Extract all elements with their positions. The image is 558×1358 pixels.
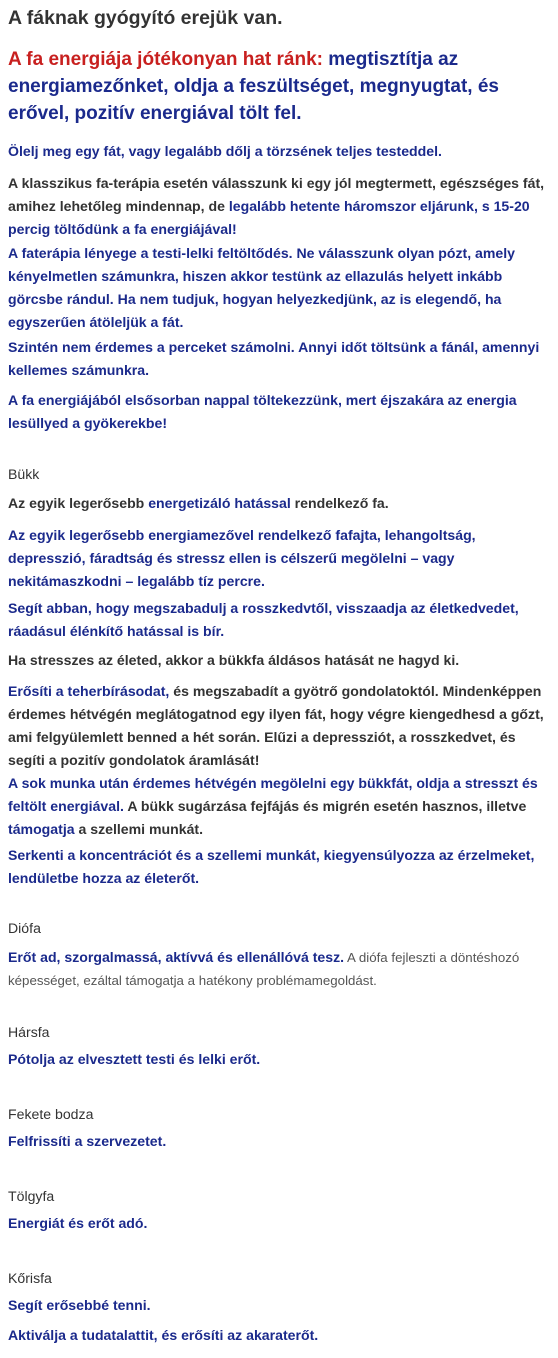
bukk-p1-a: Az egyik legerősebb <box>8 495 149 511</box>
intro-paragraph-4: Szintén nem érdemes a perceket számolni. Annyi időt töltsünk a fánál, amennyi kellemes számunkra. <box>8 339 540 378</box>
bukk-paragraph-3: Segít abban, hogy megszabadulj a rosszkedvtől, visszaadja az életkedvedet, ráadásul élénkítő hatással is bír. <box>8 600 519 639</box>
lead-paragraph <box>8 46 554 127</box>
intro-paragraph-2 <box>8 172 554 241</box>
bukk-paragraph-1 <box>8 492 554 515</box>
page-title: A fáknak gyógyító erejük van. <box>8 7 283 29</box>
bukk-p5-b: és megszabadít a gyötrő gondolatoktól. Mindenképpen érdemes hétvégén meglátogatnod egy ilyen fát, hogy végre kiengedhesd a gőzt, ami felgyülemlett benned a hét során. Elűzi a depressziót, a rosszkedvet, és segíti a pozitív gondolatok áramlását! <box>8 683 544 768</box>
bukk-paragraph-6 <box>8 772 554 841</box>
section-heading-harsfa: Hársfa <box>8 1024 50 1040</box>
bukk-p6-c: támogatja <box>8 821 75 837</box>
tolgyfa-text: Energiát és erőt adó. <box>8 1215 148 1231</box>
bukk-p1-b: energetizáló hatással <box>148 495 291 511</box>
intro-paragraph-3: A faterápia lényege a testi-lelki feltöltődés. Ne válasszunk olyan pózt, amely kényelmetlen számunkra, hiszen akkor testünk az ellazulás helyett inkább görcsbe rándul. Ha nem tudjuk, hogyan helyezkedjünk, az is elegendő, ha egyszerűen átöleljük a fát. <box>8 245 516 330</box>
diofa-paragraph <box>8 946 554 992</box>
intro-paragraph-5: A fa energiájából elsősorban nappal töltekezzünk, mert éjszakára az energia lesüllyed a gyökerekbe! <box>8 392 517 431</box>
korisfa-text-1: Segít erősebbé tenni. <box>8 1297 151 1313</box>
section-heading-bodza: Fekete bodza <box>8 1106 94 1122</box>
bukk-p6-d: a szellemi munkát. <box>74 821 204 837</box>
bukk-p6-a: A sok munka után érdemes hétvégén megölelni egy bükkfát, oldja a stresszt és feltölt energiával. <box>8 775 538 814</box>
section-heading-diofa: Diófa <box>8 920 41 936</box>
lead-highlight: A fa energiája jótékonyan hat ránk: <box>8 49 323 70</box>
section-heading-korisfa: Kőrisfa <box>8 1270 52 1286</box>
bodza-text: Felfrissíti a szervezetet. <box>8 1133 167 1149</box>
intro-paragraph-2-text: A klasszikus fa-terápia esetén válasszunk ki egy jól megtermett, egészséges fát, amihez lehetőleg mindennap, de <box>8 175 545 214</box>
bukk-p1-c: rendelkező fa. <box>290 495 389 511</box>
intro-paragraph-1: Ölelj meg egy fát, vagy legalább dőlj a törzsének teljes testeddel. <box>8 143 442 159</box>
bukk-paragraph-5 <box>8 680 554 772</box>
harsfa-text: Pótolja az elvesztett testi és lelki erőt. <box>8 1051 261 1067</box>
bukk-p6-b: A bükk sugárzása fejfájás és migrén esetén hasznos, illetve <box>123 798 527 814</box>
bukk-p5-a: Erősíti a teherbírásodat, <box>8 683 170 699</box>
diofa-rest: A diófa fejleszti a döntéshozó képességet, ezáltal támogatja a hatékony problémamegoldást. <box>8 950 520 988</box>
bukk-paragraph-4: Ha stresszes az életed, akkor a bükkfa áldásos hatását ne hagyd ki. <box>8 652 460 668</box>
bukk-paragraph-7: Serkenti a koncentrációt és a szellemi munkát, kiegyensúlyozza az érzelmeket, lendületbe hozza az életerőt. <box>8 847 535 886</box>
section-heading-tolgyfa: Tölgyfa <box>8 1188 55 1204</box>
diofa-bold: Erőt ad, szorgalmassá, aktívvá és ellenállóvá tesz. <box>8 949 345 965</box>
korisfa-text-2: Aktiválja a tudatalattit, és erősíti az akaraterőt. <box>8 1327 319 1343</box>
intro-paragraph-2-highlight: legalább hetente háromszor eljárunk, s 15-20 percig töltődünk a fa energiájával! <box>8 198 530 237</box>
bukk-paragraph-2: Az egyik legerősebb energiamezővel rendelkező fafajta, lehangoltság, depresszió, fáradtság és stressz ellen is célszerű megölelni – vagy nekitámaszkodni – legalább tíz percre. <box>8 527 476 589</box>
lead-text: megtisztítja az energiamezőnket, oldja a feszültséget, megnyugtat, és erővel, pozitív energiával tölt fel. <box>8 49 499 124</box>
section-heading-bukk: Bükk <box>8 466 40 482</box>
